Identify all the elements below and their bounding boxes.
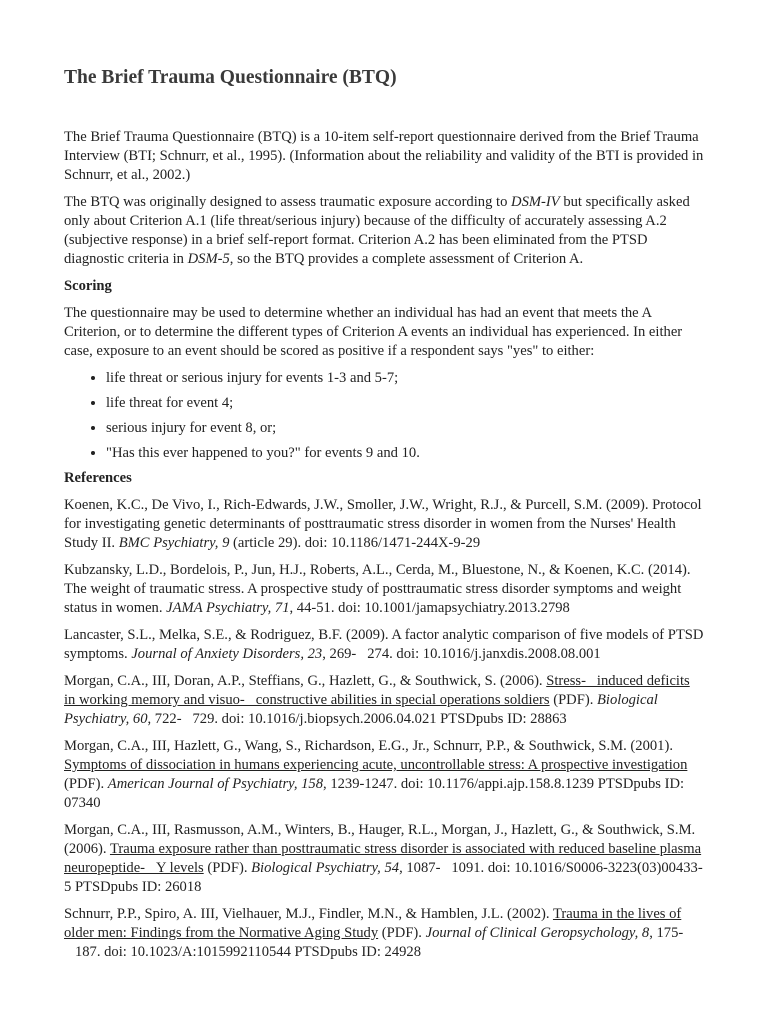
list-item: • life threat or serious injury for events 1-3 and 5-7;	[106, 369, 704, 388]
reference-link[interactable]: Trauma exposure rather than posttraumatic stress disorder is associated with reduced baseline plasma neuropeptide- Y levels	[64, 841, 702, 876]
reference-morgan-2006b: Morgan, C.A., III, Rasmusson, A.M., Winters, B., Hauger, R.L., Morgan, J., Hazlett, G., & Southwick, S.M. (2006). Trauma exposure rather than posttraumatic stress disorder is associated with reduced baseline plasma neuropeptide- Y levels (PDF). Biological Psychiatry, 54, 1087- 1091. doi: 10.1016/S0006-3223(03)00433-5 PTSDpubs ID: 26018	[64, 822, 703, 895]
scoring-paragraph: The questionnaire may be used to determine whether an individual has had an event that meets the A Criterion, or to determine the different types of Criterion A events an individual has experienced. In either case, exposure to an event should be scored as positive if a respondent says "yes" to either:	[64, 305, 683, 359]
scoring-list	[64, 369, 704, 463]
reference-morgan-2001: Morgan, C.A., III, Hazlett, G., Wang, S., Richardson, E.G., Jr., Schnurr, P.P., & Southwick, S.M. (2001). Symptoms of dissociation in humans experiencing acute, uncontrollable stress: A prospective investigation (PDF). American Journal of Psychiatry, 158, 1239-1247. doi: 10.1176/appi.ajp.158.8.1239 PTSDpubs ID: 07340	[64, 738, 688, 811]
list-item: • serious injury for event 8, or;	[106, 419, 704, 438]
intro-paragraph: The Brief Trauma Questionnaire (BTQ) is a 10-item self-report questionnaire derived from the Brief Trauma Interview (BTI; Schnurr, et al., 1995). (Information about the reliability and validity of the BTI is provided in Schnurr, et al., 2002.)	[64, 129, 704, 183]
dsm-iv-term: DSM-IV	[511, 194, 560, 210]
dsm-5-term: DSM-5	[187, 251, 230, 267]
list-item: • life threat for event 4;	[106, 394, 704, 413]
reference-koenen-2009: Koenen, K.C., De Vivo, I., Rich-Edwards, J.W., Smoller, J.W., Wright, R.J., & Purcell, S.M. (2009). Protocol for investigating genetic determinants of posttraumatic stress disorder in women from the Nurses' Health Study II. BMC Psychiatry, 9 (article 29). doi: 10.1186/1471-244X-9-29	[64, 497, 702, 551]
reference-kubzansky-2014: Kubzansky, L.D., Bordelois, P., Jun, H.J., Roberts, A.L., Cerda, M., Bluestone, N., & Koenen, K.C. (2014). The weight of traumatic stress. A prospective study of posttraumatic stress disorder symptoms and weight status in women. JAMA Psychiatry, 71, 44-51. doi: 10.1001/jamapsychiatry.2013.2798	[64, 562, 691, 616]
reference-morgan-2006a: Morgan, C.A., III, Doran, A.P., Steffians, G., Hazlett, G., & Southwick, S. (2006). Stress- induced deficits in working memory and visuo- constructive abilities in special operations soldiers (PDF). Biological Psychiatry, 60, 722- 729. doi: 10.1016/j.biopsych.2006.04.021 PTSDpubs ID: 28863	[64, 673, 690, 727]
list-item: • "Has this ever happened to you?" for events 9 and 10.	[106, 444, 704, 463]
references-heading: References	[64, 470, 132, 486]
dsm-paragraph: The BTQ was originally designed to assess traumatic exposure according to DSM-IV but specifically asked only about Criterion A.1 (life threat/serious injury) because of the difficulty of accurately assessing A.2 (subjective response) in a brief self-report format. Criterion A.2 has been eliminated from the PTSD diagnostic criteria in DSM-5, so the BTQ provides a complete assessment of Criterion A.	[64, 194, 690, 267]
reference-link[interactable]: Stress- induced deficits in working memory and visuo- constructive abilities in special operations soldiers	[64, 673, 690, 708]
scoring-heading: Scoring	[64, 278, 112, 294]
reference-link[interactable]: Symptoms of dissociation in humans experiencing acute, uncontrollable stress: A prospective investigation	[64, 757, 688, 773]
reference-link[interactable]: Trauma in the lives of older men: Findings from the Normative Aging Study	[64, 906, 682, 941]
page-title: The Brief Trauma Questionnaire (BTQ)	[64, 67, 397, 88]
reference-lancaster-2009: Lancaster, S.L., Melka, S.E., & Rodriguez, B.F. (2009). A factor analytic comparison of five models of PTSD symptoms. Journal of Anxiety Disorders, 23, 269- 274. doi: 10.1016/j.janxdis.2008.08.001	[64, 627, 704, 662]
reference-schnurr-2002: Schnurr, P.P., Spiro, A. III, Vielhauer, M.J., Findler, M.N., & Hamblen, J.L. (2002). Trauma in the lives of older men: Findings from the Normative Aging Study (PDF). Journal of Clinical Geropsychology, 8, 175- 187. doi: 10.1023/A:1015992110544 PTSDpubs ID: 24928	[64, 906, 684, 960]
